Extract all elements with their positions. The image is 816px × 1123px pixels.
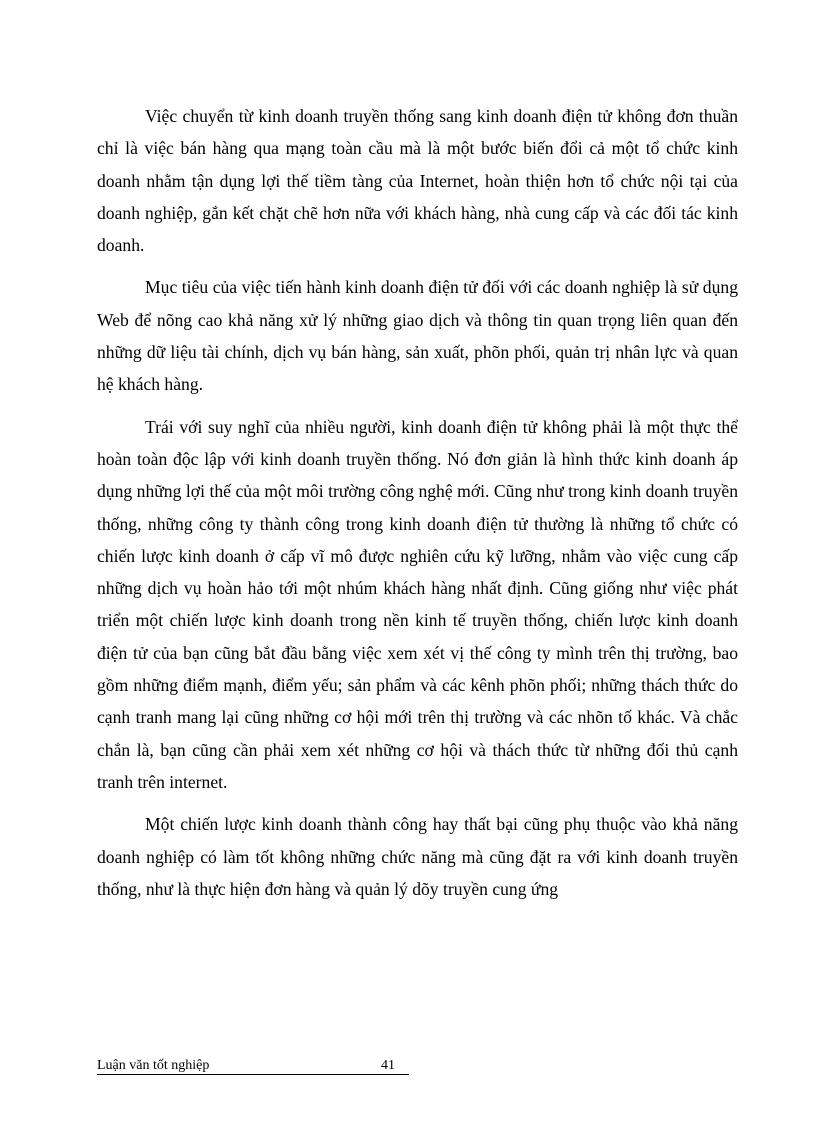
body-text [97, 100, 738, 915]
footer-title: Luận văn tốt nghiệp [97, 1058, 210, 1073]
footer-underline [97, 1074, 409, 1075]
paragraph-4: Một chiến lược kinh doanh thành công hay thất bại cũng phụ thuộc vào khả năng doanh nghiệp có làm tốt không những chức năng mà cũng đặt ra với kinh doanh truyền thống, như là thực hiện đơn hàng và quản lý dõy truyền cung ứng [97, 814, 738, 899]
page-number: 41 [381, 1058, 395, 1073]
paragraph-3: Trái với suy nghĩ của nhiều người, kinh doanh điện tử không phải là một thực thể hoàn toàn độc lập với kinh doanh truyền thống. Nó đơn giản là hình thức kinh doanh áp dụng những lợi thế của một môi trường công nghệ mới. Cũng như trong kinh doanh truyền thống, những công ty thành công trong kinh doanh điện tử thường là những tổ chức có chiến lược kinh doanh ở cấp vĩ mô được nghiên cứu kỹ lưỡng, nhằm vào việc cung cấp những dịch vụ hoàn hảo tới một nhúm khách hàng nhất định. Cũng giống như việc phát triển một chiến lược kinh doanh trong nền kinh tế truyền thống, chiến lược kinh doanh điện tử của bạn cũng bắt đầu bằng việc xem xét vị thế công ty mình trên thị trường, bao gồm những điểm mạnh, điểm yếu; sản phẩm và các kênh phõn phối; những thách thức do cạnh tranh mang lại cũng những cơ hội mới trên thị trường và các nhõn tố khác. Và chắc chắn là, bạn cũng cần phải xem xét những cơ hội và thách thức từ những đối thủ cạnh tranh trên internet. [97, 416, 738, 792]
paragraph-1: Việc chuyển từ kinh doanh truyền thống sang kinh doanh điện tử không đơn thuần chỉ là việc bán hàng qua mạng toàn cầu mà là một bước biến đổi cả một tổ chức kinh doanh nhằm tận dụng lợi thế tiềm tàng của Internet, hoàn thiện hơn tổ chức nội tại của doanh nghiệp, gắn kết chặt chẽ hơn nữa với khách hàng, nhà cung cấp và các đối tác kinh doanh. [97, 106, 738, 256]
paragraph-2: Mục tiêu của việc tiến hành kinh doanh điện tử đối với các doanh nghiệp là sử dụng Web để nõng cao khả năng xử lý những giao dịch và thông tin quan trọng liên quan đến những dữ liệu tài chính, dịch vụ bán hàng, sản xuất, phõn phối, quản trị nhân lực và quan hệ khách hàng. [97, 277, 738, 395]
